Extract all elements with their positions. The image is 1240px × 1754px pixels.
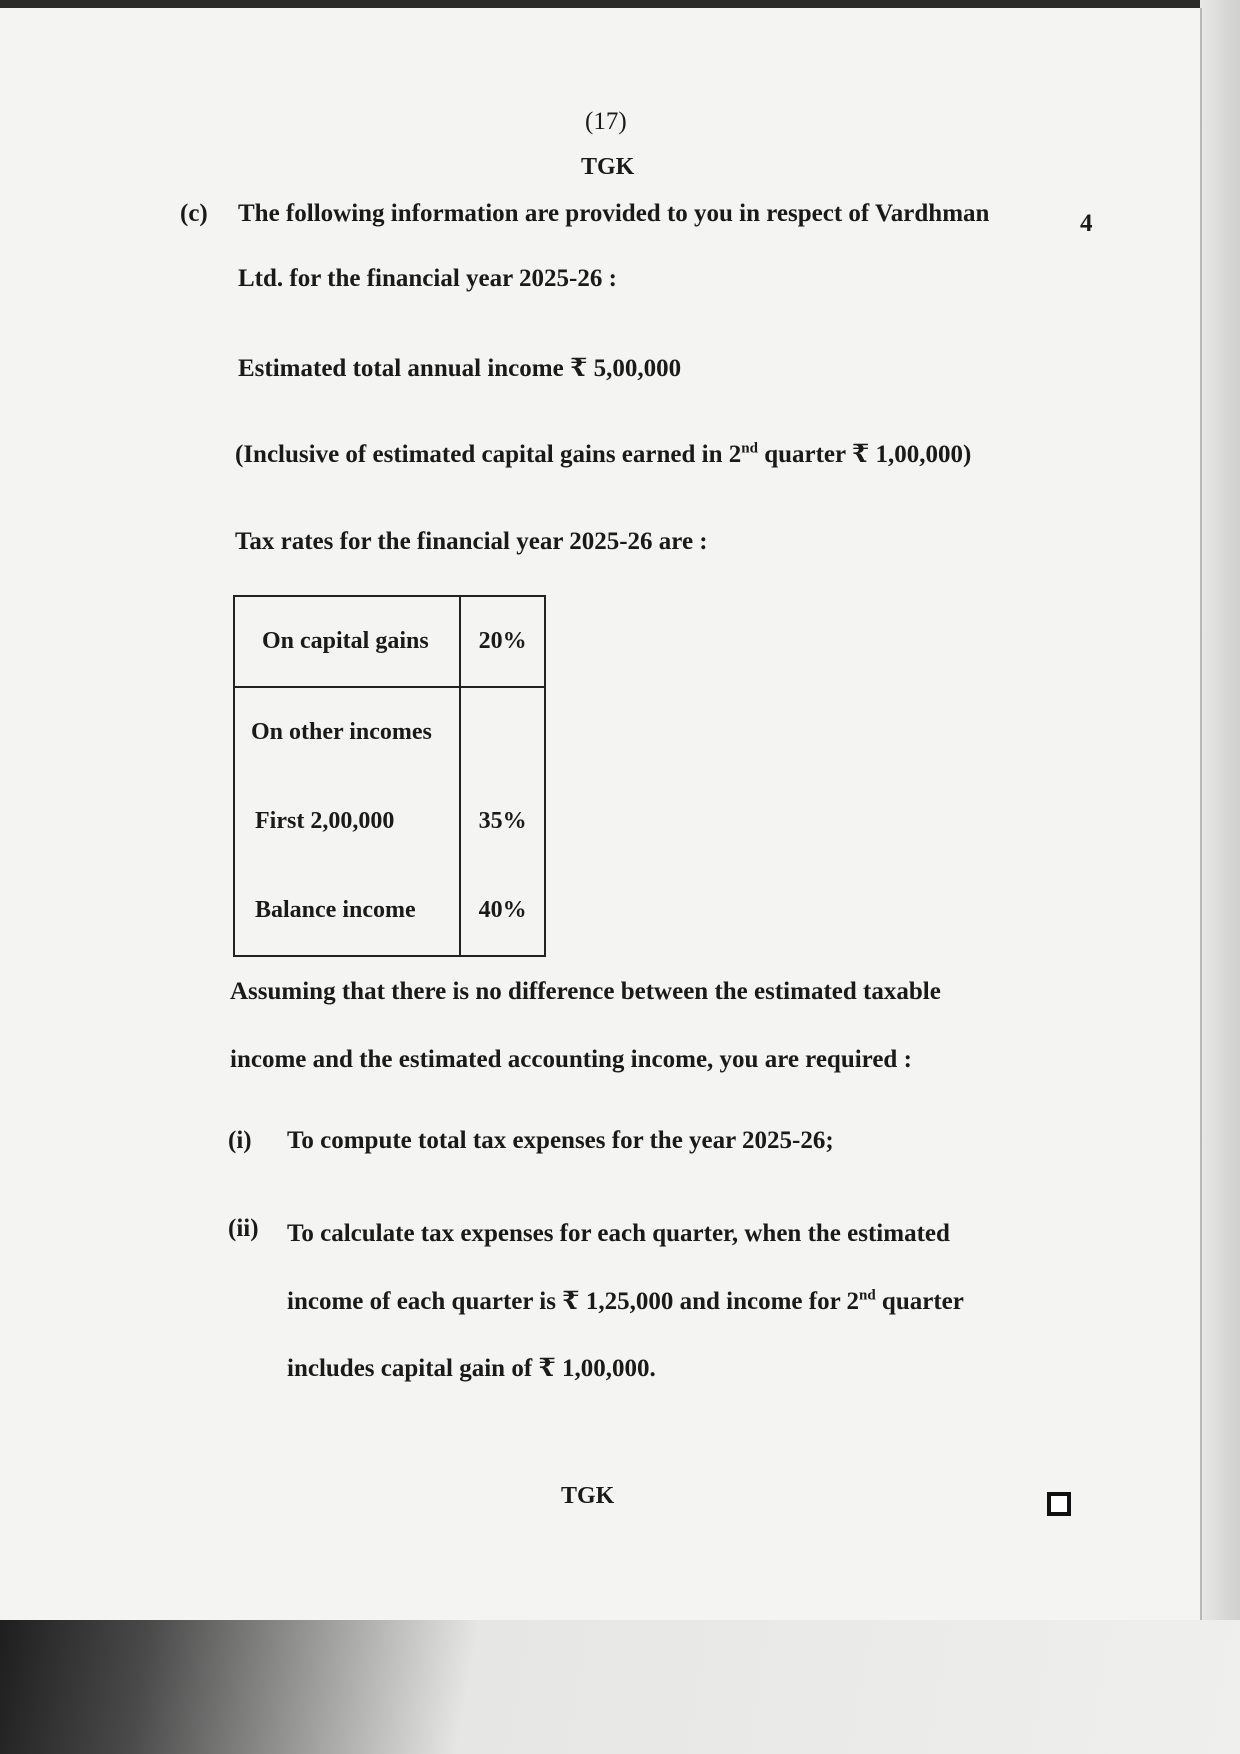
intro-line-1: The following information are provided to you in respect of Vardhman bbox=[238, 200, 990, 227]
intro-line-2: Ltd. for the financial year 2025-26 : bbox=[238, 265, 617, 292]
estimated-income: Estimated total annual income ₹ 5,00,000 bbox=[238, 355, 682, 382]
sub-question-ii-line-2-sup: nd bbox=[858, 1287, 876, 1304]
capital-gain-note-sup: nd bbox=[741, 440, 758, 457]
first-slab-label: First 2,00,000 bbox=[255, 808, 395, 834]
paper-code-top: TGK bbox=[581, 154, 635, 180]
table-cell bbox=[460, 596, 545, 687]
table-row bbox=[234, 596, 545, 687]
square-icon bbox=[1047, 1492, 1071, 1516]
question-marks: 4 bbox=[1080, 210, 1093, 237]
capital-gains-rate: 20% bbox=[478, 628, 527, 654]
assumption-line-1: Assuming that there is no difference between the estimated taxable bbox=[230, 978, 941, 1005]
scan-top-edge bbox=[0, 0, 1240, 8]
capital-gain-note bbox=[235, 439, 971, 469]
sub-question-ii-line-2 bbox=[287, 1286, 964, 1316]
tax-rates-table bbox=[233, 595, 546, 957]
balance-income-rate: 40% bbox=[478, 897, 527, 923]
question-marker: (c) bbox=[180, 200, 208, 227]
table-row bbox=[234, 687, 545, 956]
assumption-line-2: income and the estimated accounting income, you are required : bbox=[230, 1046, 912, 1073]
sub-question-i-marker: (i) bbox=[228, 1127, 252, 1154]
sub-question-ii-line-1: To calculate tax expenses for each quarter, when the estimated bbox=[287, 1220, 950, 1247]
sub-question-ii-line-2-pre: income of each quarter is ₹ 1,25,000 and income for 2 bbox=[287, 1288, 859, 1315]
table-cell bbox=[234, 687, 460, 956]
tax-rates-heading: Tax rates for the financial year 2025-26 are : bbox=[235, 528, 708, 555]
sub-question-ii-marker: (ii) bbox=[228, 1215, 259, 1242]
scan-bottom-edge bbox=[0, 1620, 1240, 1754]
table-cell bbox=[234, 596, 460, 687]
paper-code-bottom: TGK bbox=[561, 1483, 615, 1509]
sub-question-ii-line-3: includes capital gain of ₹ 1,00,000. bbox=[287, 1355, 656, 1382]
table-cell bbox=[460, 687, 545, 956]
page-number: (17) bbox=[585, 108, 627, 135]
sub-question-ii-line-2-post: quarter bbox=[875, 1288, 964, 1315]
scan-right-edge bbox=[1200, 0, 1240, 1754]
capital-gain-note-pre: (Inclusive of estimated capital gains earned in 2 bbox=[235, 441, 742, 468]
exam-page bbox=[0, 8, 1202, 1738]
blank-cell-line bbox=[461, 688, 544, 777]
capital-gain-note-post: quarter ₹ 1,00,000) bbox=[757, 441, 972, 468]
capital-gains-label: On capital gains bbox=[262, 628, 429, 654]
first-slab-rate: 35% bbox=[478, 808, 527, 834]
other-incomes-label: On other incomes bbox=[251, 719, 432, 745]
sub-question-i-text: To compute total tax expenses for the year 2025-26; bbox=[287, 1127, 834, 1154]
balance-income-label: Balance income bbox=[255, 897, 416, 923]
